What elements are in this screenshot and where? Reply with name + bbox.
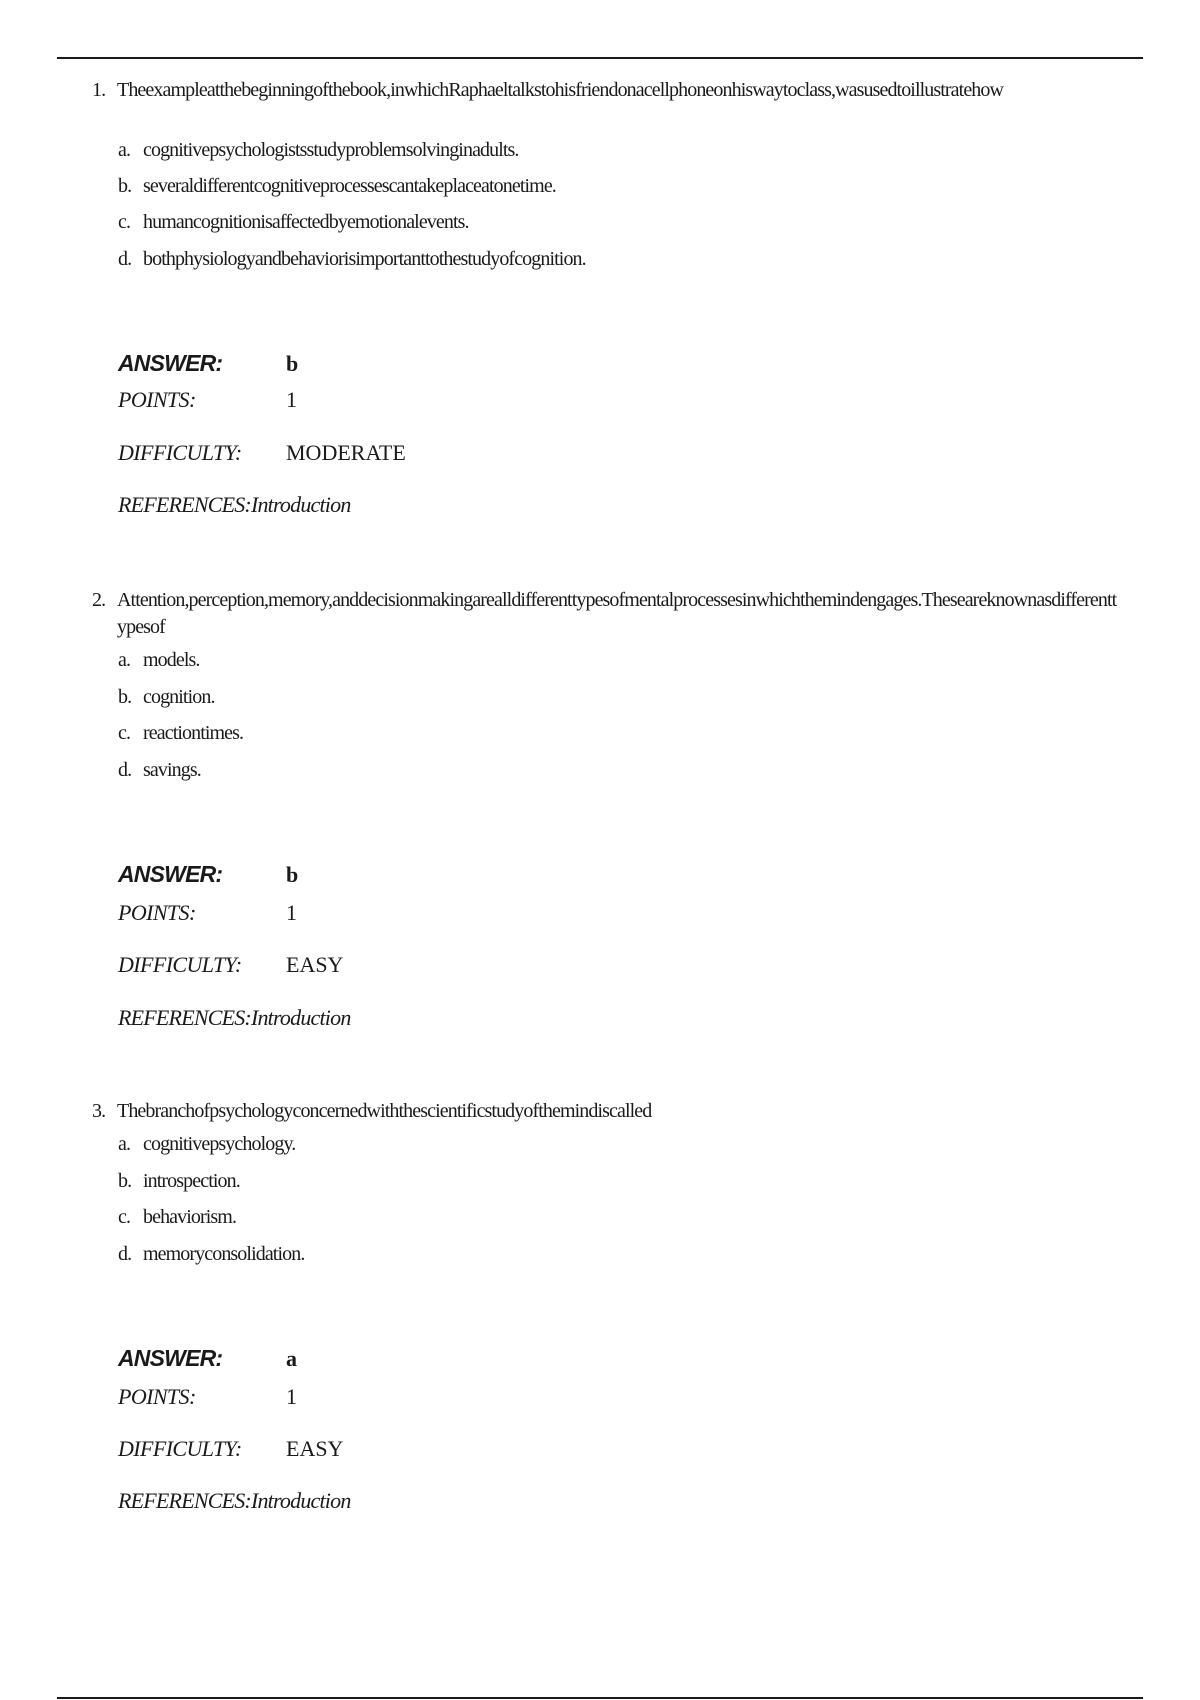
difficulty-label: DIFFICULTY:	[118, 1436, 242, 1461]
references-row: REFERENCES:Introduction	[118, 492, 351, 517]
points-label: POINTS:	[118, 387, 196, 412]
answer-row	[118, 348, 298, 379]
option-text: savings.	[143, 759, 201, 781]
option-text: cognition.	[143, 686, 215, 708]
option-letter: a.	[118, 649, 131, 671]
answer-label: ANSWER:	[118, 350, 223, 376]
option-b	[118, 1168, 240, 1195]
option-text: bothphysiologyandbehaviorisimportanttothestudyofcognition.	[143, 248, 586, 270]
option-text: memoryconsolidation.	[143, 1243, 305, 1265]
difficulty-row	[118, 950, 343, 980]
difficulty-value: EASY	[286, 1436, 344, 1461]
option-c	[118, 720, 243, 747]
option-text: reactiontimes.	[143, 722, 244, 744]
points-row	[118, 385, 297, 415]
option-c	[118, 1204, 236, 1231]
question-text: Theexampleatthebeginningofthebook,inwhichRaphaeltalkstohisfriendonacellphoneonhiswaytoclass,wasusedtoillustratehow	[117, 79, 1004, 101]
bottom-rule	[57, 1697, 1143, 1699]
option-text: introspection.	[143, 1170, 240, 1192]
answer-value: a	[286, 1346, 297, 1371]
question-number: 3.	[92, 1100, 106, 1122]
difficulty-row	[118, 1434, 343, 1464]
option-text: behaviorism.	[143, 1206, 237, 1228]
option-text: cognitivepsychologistsstudyproblemsolvinginadults.	[143, 139, 519, 161]
option-b	[118, 684, 215, 711]
answer-label: ANSWER:	[118, 1345, 223, 1371]
points-label: POINTS:	[118, 900, 196, 925]
points-value: 1	[286, 1384, 297, 1409]
option-letter: d.	[118, 759, 132, 781]
option-a	[118, 647, 199, 674]
difficulty-label: DIFFICULTY:	[118, 952, 242, 977]
option-b	[118, 173, 556, 200]
answer-row	[118, 859, 298, 890]
references-row: REFERENCES:Introduction	[118, 1488, 351, 1513]
points-value: 1	[286, 387, 297, 412]
answer-label: ANSWER:	[118, 861, 223, 887]
option-letter: c.	[118, 211, 131, 233]
points-row	[118, 1382, 297, 1412]
option-d	[118, 757, 201, 784]
answer-value: b	[286, 862, 299, 887]
references-row: REFERENCES:Introduction	[118, 1005, 351, 1030]
question-text: Attention,perception,memory,anddecisionmakingarealldifferenttypesofmentalprocessesinwhichthemindengages.Theseareknownasdifferenttypesof	[117, 589, 1117, 638]
difficulty-value: MODERATE	[286, 440, 406, 465]
top-rule	[57, 57, 1143, 59]
points-row	[118, 898, 297, 928]
points-value: 1	[286, 900, 297, 925]
difficulty-row	[118, 438, 406, 468]
option-letter: c.	[118, 722, 131, 744]
option-text: cognitivepsychology.	[143, 1133, 296, 1155]
difficulty-label: DIFFICULTY:	[118, 440, 242, 465]
option-letter: d.	[118, 1243, 132, 1265]
answer-row	[118, 1343, 297, 1374]
option-text: models.	[143, 649, 200, 671]
option-letter: a.	[118, 1133, 131, 1155]
difficulty-value: EASY	[286, 952, 344, 977]
question-text: Thebranchofpsychologyconcernedwiththescientificstudyofthemindiscalled	[117, 1100, 652, 1122]
option-c	[118, 209, 469, 236]
option-d	[118, 1241, 304, 1268]
option-d	[118, 246, 586, 273]
option-a	[118, 1131, 295, 1158]
option-letter: d.	[118, 248, 132, 270]
option-letter: c.	[118, 1206, 131, 1228]
option-a	[118, 137, 519, 164]
option-letter: a.	[118, 139, 131, 161]
points-label: POINTS:	[118, 1384, 196, 1409]
option-text: severaldifferentcognitiveprocessescantakeplaceatonetime.	[143, 175, 556, 197]
option-letter: b.	[118, 1170, 132, 1192]
option-letter: b.	[118, 175, 132, 197]
question-number: 2.	[92, 589, 106, 611]
answer-value: b	[286, 351, 299, 376]
question-number: 1.	[92, 79, 106, 101]
option-text: humancognitionisaffectedbyemotionalevents.	[143, 211, 469, 233]
option-letter: b.	[118, 686, 132, 708]
